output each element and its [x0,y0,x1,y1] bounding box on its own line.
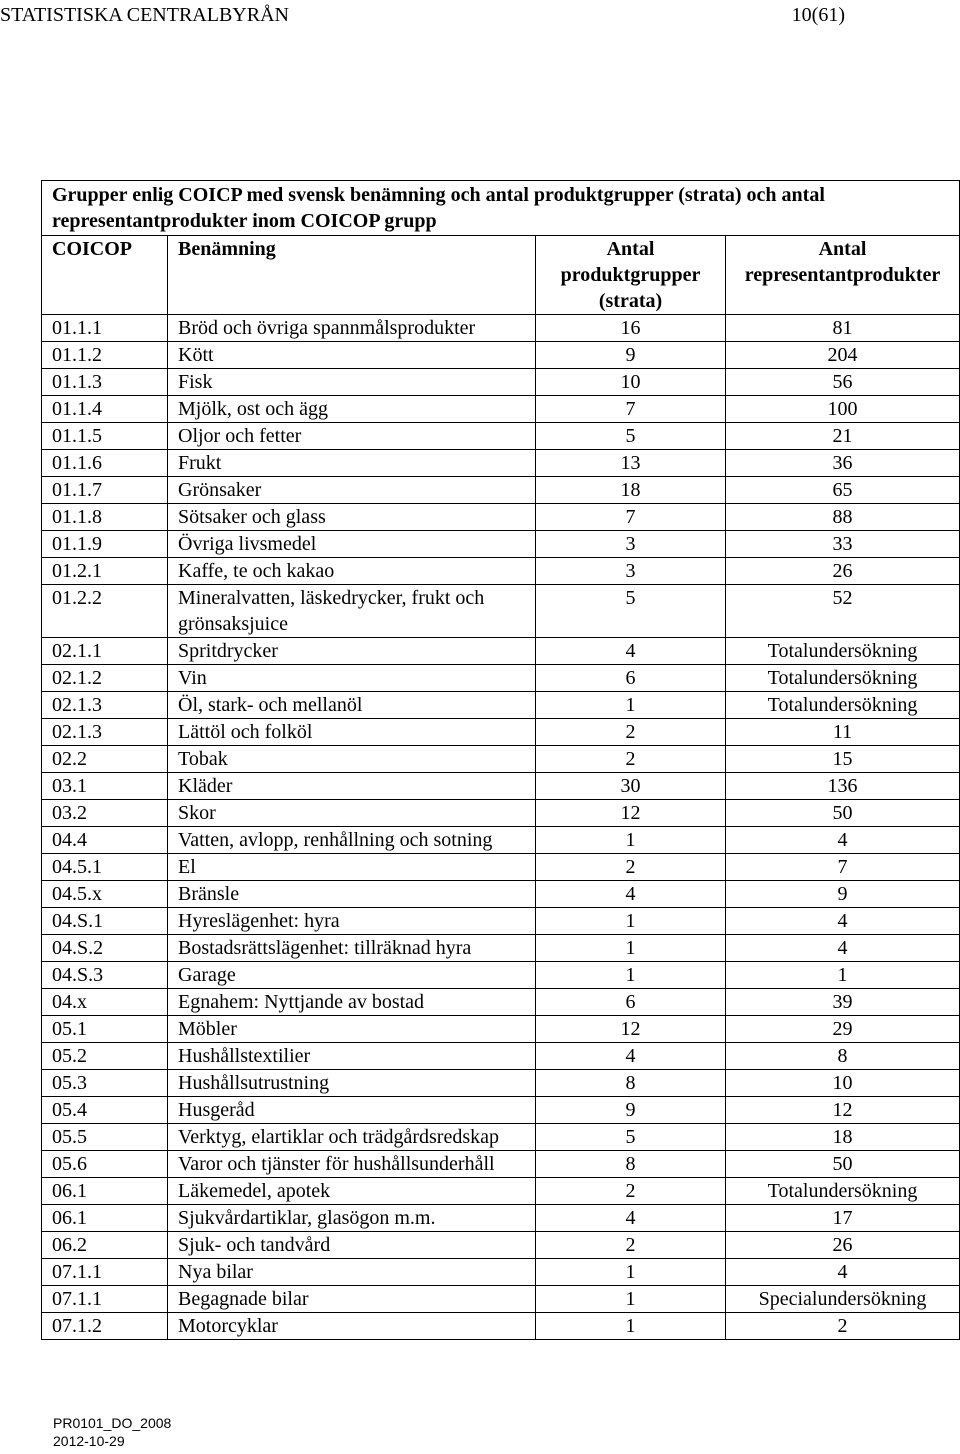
cell-products: 52 [726,585,960,638]
cell-strata: 4 [536,1205,726,1232]
cell-code: 01.1.4 [42,396,168,423]
cell-name: Mineralvatten, läskedrycker, frukt och grönsaksjuice [168,585,536,638]
cell-code: 01.1.8 [42,504,168,531]
cell-code: 02.1.3 [42,692,168,719]
cell-name: Hyreslägenhet: hyra [168,908,536,935]
cell-code: 01.1.2 [42,342,168,369]
cell-products: 1 [726,962,960,989]
cell-strata: 1 [536,935,726,962]
table-row [42,369,960,396]
cell-products: 4 [726,935,960,962]
table-row [42,827,960,854]
page-footer [53,1414,171,1450]
cell-name: Varor och tjänster för hushållsunderhåll [168,1151,536,1178]
cell-name: Sjukvårdartiklar, glasögon m.m. [168,1205,536,1232]
cell-strata: 7 [536,396,726,423]
cell-products: Specialundersökning [726,1286,960,1313]
cell-name: Mjölk, ost och ägg [168,396,536,423]
cell-products: 39 [726,989,960,1016]
cell-products: 26 [726,1232,960,1259]
cell-code: 01.1.3 [42,369,168,396]
cell-strata: 5 [536,423,726,450]
cell-code: 04.S.3 [42,962,168,989]
cell-products: 4 [726,827,960,854]
table-row [42,719,960,746]
cell-products: 21 [726,423,960,450]
agency-name: STATISTISKA CENTRALBYRÅN [0,4,289,26]
table-row [42,585,960,638]
cell-name: Garage [168,962,536,989]
document-id: PR0101_DO_2008 [53,1415,172,1431]
table-row [42,1151,960,1178]
table-row [42,962,960,989]
cell-code: 01.1.6 [42,450,168,477]
cell-name: Nya bilar [168,1259,536,1286]
cell-code: 05.3 [42,1070,168,1097]
cell-code: 04.S.1 [42,908,168,935]
table-row [42,1178,960,1205]
cell-strata: 2 [536,719,726,746]
cell-strata: 2 [536,854,726,881]
cell-strata: 2 [536,746,726,773]
cell-code: 04.S.2 [42,935,168,962]
table-row [42,1232,960,1259]
cell-products: 204 [726,342,960,369]
cell-strata: 12 [536,800,726,827]
cell-code: 01.1.5 [42,423,168,450]
table-row [42,504,960,531]
cell-code: 01.1.9 [42,531,168,558]
cell-products: 56 [726,369,960,396]
cell-products: 10 [726,1070,960,1097]
table-row [42,854,960,881]
cell-products: Totalundersökning [726,1178,960,1205]
table-row [42,477,960,504]
cell-strata: 4 [536,638,726,665]
cell-name: Vatten, avlopp, renhållning och sotning [168,827,536,854]
cell-name: Skor [168,800,536,827]
cell-products: 12 [726,1097,960,1124]
cell-name: Kläder [168,773,536,800]
cell-code: 01.2.2 [42,585,168,638]
table-row [42,1205,960,1232]
cell-code: 04.4 [42,827,168,854]
cell-strata: 1 [536,1313,726,1340]
cell-code: 01.2.1 [42,558,168,585]
table-row [42,396,960,423]
cell-products: 88 [726,504,960,531]
table-row [42,450,960,477]
cell-strata: 12 [536,1016,726,1043]
cell-name: Hushållsutrustning [168,1070,536,1097]
cell-strata: 5 [536,585,726,638]
cell-name: Kaffe, te och kakao [168,558,536,585]
cell-strata: 1 [536,827,726,854]
cell-name: Möbler [168,1016,536,1043]
cell-name: Fisk [168,369,536,396]
column-header-strata: Antal produktgrupper (strata) [536,236,726,315]
cell-code: 05.2 [42,1043,168,1070]
cell-code: 02.1.1 [42,638,168,665]
cell-strata: 16 [536,315,726,342]
cell-code: 07.1.2 [42,1313,168,1340]
cell-strata: 18 [536,477,726,504]
table-header-row [42,236,960,315]
table-row [42,773,960,800]
cell-strata: 30 [536,773,726,800]
table-row [42,1313,960,1340]
cell-products: 11 [726,719,960,746]
cell-name: Verktyg, elartiklar och trädgårdsredskap [168,1124,536,1151]
table-caption-row [42,181,960,236]
table-row [42,935,960,962]
table-row [42,1016,960,1043]
cell-code: 01.1.7 [42,477,168,504]
cell-strata: 13 [536,450,726,477]
cell-name: Motorcyklar [168,1313,536,1340]
table-row [42,1259,960,1286]
cell-products: 7 [726,854,960,881]
cell-products: 81 [726,315,960,342]
cell-name: Frukt [168,450,536,477]
cell-code: 06.1 [42,1178,168,1205]
cell-code: 04.5.x [42,881,168,908]
cell-products: 17 [726,1205,960,1232]
cell-code: 04.x [42,989,168,1016]
cell-strata: 1 [536,908,726,935]
table-row [42,881,960,908]
cell-products: 50 [726,1151,960,1178]
cell-strata: 2 [536,1232,726,1259]
cell-products: Totalundersökning [726,692,960,719]
cell-strata: 6 [536,989,726,1016]
cell-name: Sötsaker och glass [168,504,536,531]
cell-name: Sjuk- och tandvård [168,1232,536,1259]
cell-code: 02.1.3 [42,719,168,746]
document-date: 2012-10-29 [53,1433,125,1449]
cell-code: 02.1.2 [42,665,168,692]
cell-code: 06.2 [42,1232,168,1259]
cell-products: 26 [726,558,960,585]
cell-products: 15 [726,746,960,773]
table-row [42,1070,960,1097]
cell-name: Husgeråd [168,1097,536,1124]
cell-products: 8 [726,1043,960,1070]
cell-products: 4 [726,1259,960,1286]
table-row [42,800,960,827]
cell-strata: 1 [536,1286,726,1313]
cell-products: 65 [726,477,960,504]
cell-strata: 1 [536,692,726,719]
table-row [42,342,960,369]
cell-name: Begagnade bilar [168,1286,536,1313]
cell-name: Övriga livsmedel [168,531,536,558]
cell-code: 05.1 [42,1016,168,1043]
cell-strata: 3 [536,531,726,558]
cell-name: Grönsaker [168,477,536,504]
cell-code: 03.1 [42,773,168,800]
cell-name: Vin [168,665,536,692]
cell-products: 50 [726,800,960,827]
cell-code: 04.5.1 [42,854,168,881]
cell-code: 05.6 [42,1151,168,1178]
cell-products: Totalundersökning [726,665,960,692]
cell-products: 18 [726,1124,960,1151]
cell-products: 29 [726,1016,960,1043]
table-row [42,531,960,558]
cell-products: 136 [726,773,960,800]
cell-name: Tobak [168,746,536,773]
cell-strata: 10 [536,369,726,396]
table-caption: Grupper enlig COICP med svensk benämning och antal produktgrupper (strata) och antal representantprodukter inom COICOP grupp [42,181,960,236]
cell-products: Totalundersökning [726,638,960,665]
table-row [42,746,960,773]
cell-name: Lättöl och folköl [168,719,536,746]
cell-strata: 8 [536,1070,726,1097]
table-row [42,1124,960,1151]
cell-products: 9 [726,881,960,908]
column-header-name: Benämning [168,236,536,315]
cell-code: 07.1.1 [42,1286,168,1313]
cell-products: 2 [726,1313,960,1340]
cell-code: 05.4 [42,1097,168,1124]
cell-code: 07.1.1 [42,1259,168,1286]
cell-name: Bröd och övriga spannmålsprodukter [168,315,536,342]
cell-products: 33 [726,531,960,558]
table-row [42,1286,960,1313]
cell-strata: 1 [536,1259,726,1286]
page-number: 10(61) [791,4,845,26]
cell-strata: 4 [536,881,726,908]
column-header-code: COICOP [42,236,168,315]
coicop-table [41,180,960,1340]
cell-strata: 9 [536,342,726,369]
cell-name: Hushållstextilier [168,1043,536,1070]
table-row [42,908,960,935]
column-header-products: Antal representantprodukter [726,236,960,315]
cell-products: 36 [726,450,960,477]
cell-name: Bostadsrättslägenhet: tillräknad hyra [168,935,536,962]
cell-strata: 4 [536,1043,726,1070]
table-row [42,665,960,692]
cell-name: Öl, stark- och mellanöl [168,692,536,719]
cell-code: 02.2 [42,746,168,773]
cell-products: 100 [726,396,960,423]
page-header [0,2,845,30]
table-body [42,315,960,1340]
table-row [42,423,960,450]
cell-name: El [168,854,536,881]
table-row [42,315,960,342]
cell-name: Kött [168,342,536,369]
cell-strata: 9 [536,1097,726,1124]
cell-strata: 3 [536,558,726,585]
cell-code: 03.2 [42,800,168,827]
table-row [42,1043,960,1070]
cell-strata: 8 [536,1151,726,1178]
table-row [42,558,960,585]
cell-name: Oljor och fetter [168,423,536,450]
cell-code: 06.1 [42,1205,168,1232]
cell-strata: 2 [536,1178,726,1205]
cell-name: Läkemedel, apotek [168,1178,536,1205]
cell-code: 05.5 [42,1124,168,1151]
cell-strata: 5 [536,1124,726,1151]
cell-code: 01.1.1 [42,315,168,342]
table-row [42,692,960,719]
table-row [42,1097,960,1124]
cell-name: Spritdrycker [168,638,536,665]
cell-name: Egnahem: Nyttjande av bostad [168,989,536,1016]
cell-strata: 7 [536,504,726,531]
cell-strata: 6 [536,665,726,692]
cell-name: Bränsle [168,881,536,908]
table-row [42,989,960,1016]
cell-products: 4 [726,908,960,935]
cell-strata: 1 [536,962,726,989]
table-row [42,638,960,665]
